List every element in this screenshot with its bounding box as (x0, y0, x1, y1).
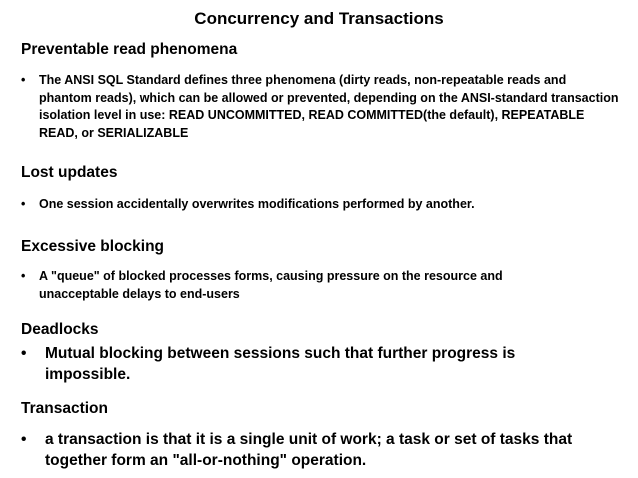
bullet-icon: • (21, 345, 27, 362)
section-heading-lost-updates: Lost updates (21, 164, 118, 181)
bullet-item-deadlocks (21, 343, 521, 385)
section-heading-excessive-blocking: Excessive blocking (21, 238, 165, 255)
bullet-text: The ANSI SQL Standard defines three phenomena (dirty reads, non-repeatable reads and phantom reads), which can be allowed or prevented, depending on the ANSI-standard transaction isolation level in use: READ UNCOMMITTED, READ COMMITTED(the default), REPEATABLE READ, or SERIALIZABLE (39, 73, 619, 140)
bullet-item-transaction (21, 429, 591, 471)
bullet-text: Mutual blocking between sessions such that further progress is impossible. (45, 345, 516, 383)
section-heading-preventable-read-phenomena: Preventable read phenomena (21, 41, 238, 58)
bullet-item-lost-updates (21, 196, 621, 214)
slide-title: Concurrency and Transactions (194, 9, 444, 28)
bullet-text: a transaction is that it is a single unit of work; a task or set of tasks that together form an "all-or-nothing" operation. (45, 431, 573, 469)
bullet-icon: • (21, 269, 26, 283)
bullet-icon: • (21, 431, 27, 448)
section-heading-deadlocks: Deadlocks (21, 321, 99, 338)
bullet-text: One session accidentally overwrites modifications performed by another. (39, 197, 475, 211)
section-heading-transaction: Transaction (21, 400, 108, 417)
bullet-icon: • (21, 73, 26, 87)
bullet-item-excessive-blocking (21, 268, 566, 303)
bullet-text: A "queue" of blocked processes forms, causing pressure on the resource and unacceptable delays to end-users (39, 269, 503, 301)
bullet-icon: • (21, 197, 26, 211)
bullet-item-preventable-read-phenomena (21, 72, 621, 142)
